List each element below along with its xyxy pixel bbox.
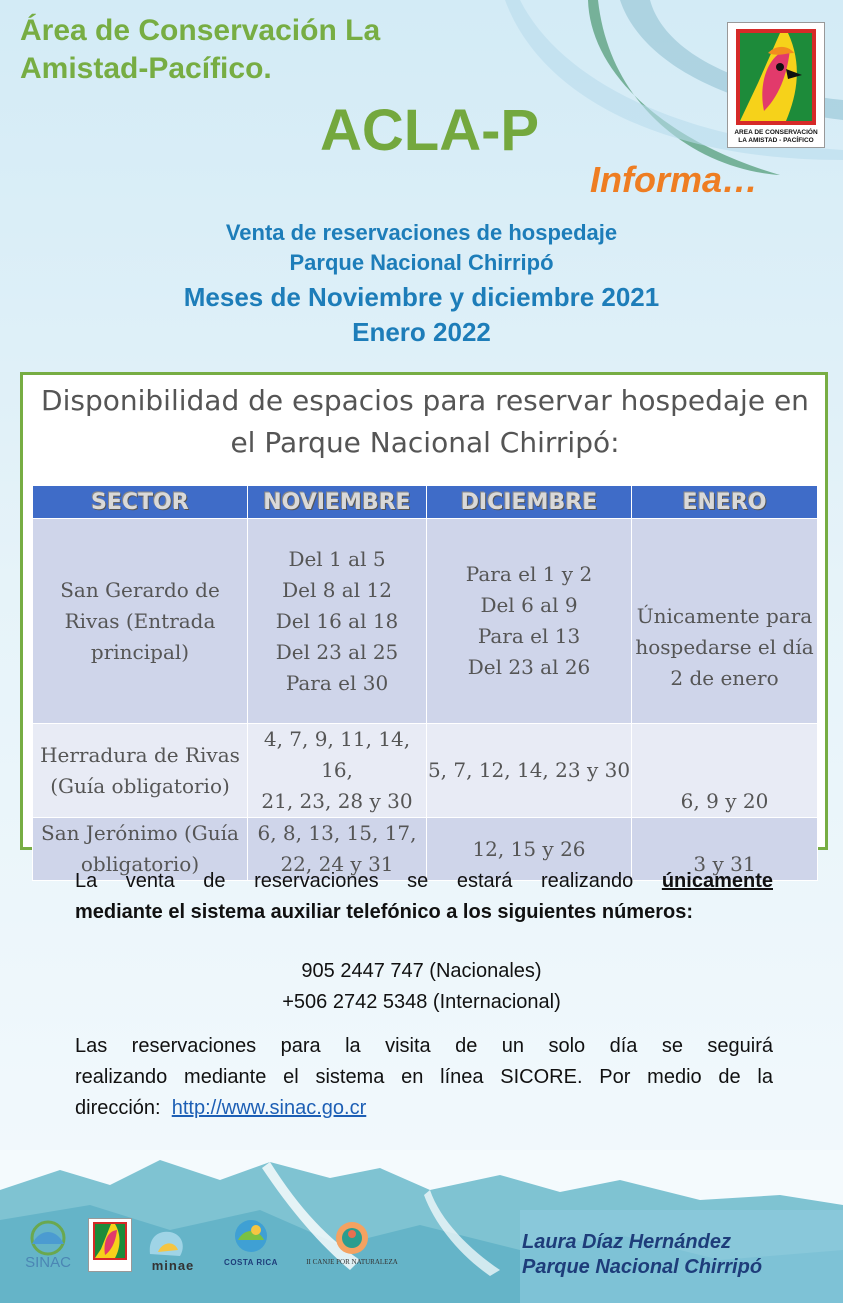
- table-header-row: [33, 486, 818, 519]
- announcement-line1: Venta de reservaciones de hospedaje: [225, 220, 618, 245]
- phone-international: +506 2742 5348 (Internacional): [282, 991, 561, 1013]
- sinac-text: SINAC: [25, 1254, 71, 1271]
- cell-line: 2 de enero: [670, 665, 779, 690]
- para1-lead: La venta de reservaciones se estará realizando: [75, 870, 634, 892]
- sector-cell: [33, 519, 248, 724]
- announcement-line3: Meses de Noviembre y diciembre 2021: [183, 282, 660, 312]
- parrot-logo-icon: [728, 23, 824, 129]
- para1-rest: mediante el sistema auxiliar telefónico a los siguientes números:: [75, 901, 693, 923]
- sinac-logo: [20, 1218, 76, 1278]
- phone-sales-paragraph: [75, 866, 773, 928]
- noviembre-cell: [248, 724, 427, 818]
- para2-line1: Las reservaciones para la visita de un solo día se seguirá: [75, 1035, 773, 1057]
- diciembre-cell: [427, 519, 632, 724]
- cell-line: principal): [90, 639, 190, 664]
- logo-caption-line1: AREA DE CONSERVACIÓN: [734, 129, 818, 136]
- cell-line: Del 1 al 5: [288, 546, 386, 571]
- canje-text: II CANJE POR NATURALEZA: [306, 1258, 398, 1266]
- cell-line: 4, 7, 9, 11, 14, 16,: [263, 727, 411, 782]
- organization-title: [20, 12, 480, 88]
- sinac-url-link[interactable]: http://www.sinac.go.cr: [171, 1097, 367, 1119]
- cell-line: (Guía obligatorio): [50, 773, 230, 798]
- header-noviembre: NOVIEMBRE: [248, 486, 427, 519]
- costa-rica-logo: [218, 1214, 284, 1280]
- table-row: [33, 519, 818, 724]
- noviembre-cell: [248, 519, 427, 724]
- header-diciembre: DICIEMBRE: [427, 486, 632, 519]
- signature-name: Laura Díaz Hernández: [522, 1231, 731, 1253]
- sector-cell: [33, 724, 248, 818]
- logo-caption-line2: LA AMISTAD - PACÍFICO: [738, 137, 814, 144]
- signature-title: Parque Nacional Chirripó: [522, 1256, 763, 1278]
- minae-hand-icon: [140, 1224, 206, 1260]
- cell-line: Del 23 al 25: [275, 639, 399, 664]
- availability-table: [32, 485, 818, 881]
- signature-block: [522, 1230, 762, 1280]
- cell-line: Únicamente para: [636, 603, 813, 628]
- para2-line2: realizando mediante el sistema en línea SICORE. Por medio de la: [75, 1066, 773, 1088]
- cell-line: 6, 9 y 20: [680, 789, 769, 813]
- availability-title-line1: Disponibilidad de espacios para reservar hospedaje en: [41, 384, 809, 417]
- cell-line: San Gerardo de: [60, 577, 220, 602]
- cell-line: Del 16 al 18: [275, 608, 399, 633]
- costa-rica-emblem-icon: [218, 1214, 284, 1256]
- aclap-small-logo: [88, 1218, 132, 1272]
- cell-line: 3 y 31: [693, 852, 756, 876]
- canje-logo: [300, 1218, 404, 1280]
- para1-line1: [75, 866, 773, 897]
- enero-cell: [632, 519, 818, 724]
- announcement-line4: Enero 2022: [352, 317, 491, 347]
- availability-title: [30, 380, 820, 464]
- org-title-line1: Área de Conservación La: [20, 14, 381, 47]
- parrot-small-icon: [89, 1219, 131, 1263]
- cell-line: 12, 15 y 26: [472, 836, 586, 861]
- table-row: [33, 724, 818, 818]
- acronym-title: ACLA-P: [320, 98, 540, 163]
- costa-rica-text: COSTA RICA: [224, 1258, 278, 1267]
- para1-emphasis: únicamente: [661, 870, 773, 892]
- announcement-line2: Parque Nacional Chirripó: [289, 250, 554, 275]
- cell-line: Para el 30: [285, 670, 389, 695]
- minae-logo: [140, 1224, 206, 1280]
- footer-banner: [0, 1150, 843, 1303]
- para2-prefix: dirección:: [75, 1097, 161, 1119]
- availability-title-line2: el Parque Nacional Chirripó:: [230, 426, 620, 459]
- cell-line: 22, 24 y 31: [280, 852, 394, 876]
- logo-caption: [728, 129, 824, 145]
- sicore-paragraph: [75, 1031, 773, 1124]
- diciembre-cell: [427, 724, 632, 818]
- canje-emblem-icon: [300, 1218, 404, 1258]
- cell-line: Del 23 al 26: [467, 655, 591, 679]
- informa-label: Informa…: [590, 159, 759, 200]
- aclap-logo: [727, 22, 825, 148]
- enero-cell: [632, 724, 818, 818]
- cell-line: Para el 13: [477, 624, 581, 648]
- minae-text: minae: [151, 1258, 195, 1273]
- cell-line: Del 6 al 9: [480, 593, 578, 617]
- cell-line: obligatorio): [80, 852, 200, 876]
- para2-line3: [75, 1093, 773, 1124]
- cell-line: Herradura de Rivas: [40, 742, 240, 767]
- header-enero: ENERO: [632, 486, 818, 519]
- header-sector: SECTOR: [33, 486, 248, 519]
- sinac-emblem-icon: [20, 1218, 76, 1258]
- phone-national: 905 2447 747 (Nacionales): [301, 960, 542, 982]
- cell-line: Para el 1 y 2: [465, 562, 593, 586]
- cell-line: San Jerónimo (Guía: [41, 821, 239, 845]
- cell-line: Del 8 al 12: [282, 577, 392, 602]
- cell-line: hospedarse el día: [635, 634, 814, 659]
- cell-line: Rivas (Entrada: [64, 608, 216, 633]
- cell-line: 21, 23, 28 y 30: [261, 789, 413, 813]
- cell-line: 5, 7, 12, 14, 23 y 30: [427, 758, 631, 782]
- cell-line: 6, 8, 13, 15, 17,: [257, 821, 417, 845]
- org-title-line2: Amistad-Pacífico.: [20, 52, 272, 85]
